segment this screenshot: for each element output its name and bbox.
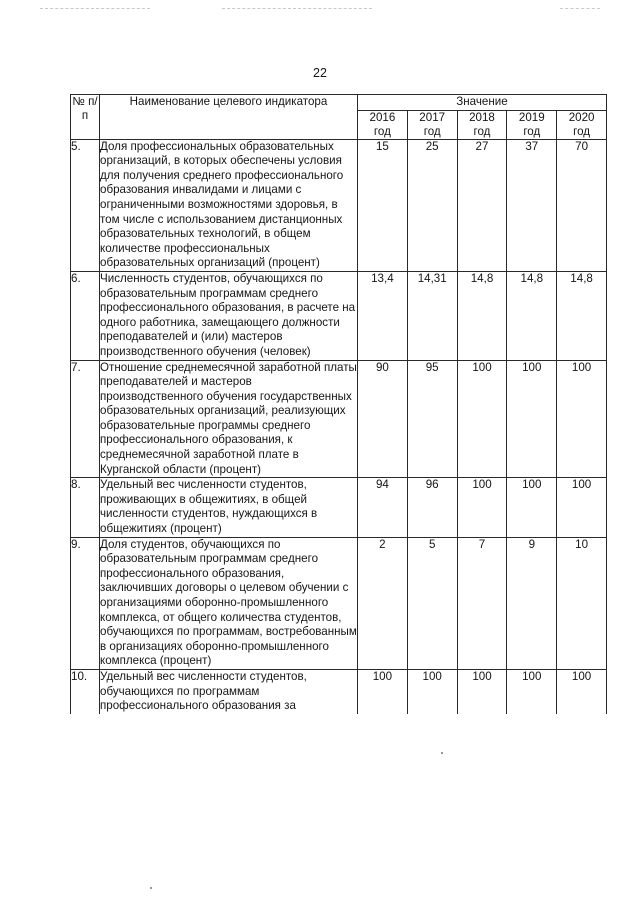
value-2016: 2 — [358, 537, 408, 669]
header-number: № п/п — [71, 95, 100, 140]
value-2020: 100 — [557, 669, 607, 713]
indicator-name: Доля профессиональных образовательных организаций, в которых обеспечены условия для получения среднего профессионального образования инвалидами и лицами с ограниченными возможностями здоровья, в том числе с использованием дистанционных образовательных технологий, в общем количестве профессиональных образовательных организаций (процент) — [100, 139, 358, 271]
table-row — [71, 478, 607, 537]
value-2020: 14,8 — [557, 271, 607, 360]
indicator-name: Доля студентов, обучающихся по образовательным программам среднего профессионального образования, заключивших договоры о целевом обучении с организациями оборонно-промышленного комплекса, от общего количества студентов, обучающихся по программам, востребованным в организациях оборонно-промышленного комплекса (процент) — [100, 537, 358, 669]
value-2018: 100 — [457, 478, 507, 537]
header-year — [507, 110, 557, 139]
indicator-name: Отношение среднемесячной заработной платы преподавателей и мастеров производственного обучения государственных образовательных организаций, реализующих образовательные программы среднего профессионального образования, к среднемесячной заработной плате в Курганской области (процент) — [100, 360, 358, 478]
table-header-row — [71, 95, 607, 111]
value-2019: 14,8 — [507, 271, 557, 360]
header-year-number: 2019 — [518, 110, 545, 124]
table-row — [71, 139, 607, 271]
row-number: 8. — [71, 478, 100, 537]
value-2016: 13,4 — [358, 271, 408, 360]
value-2017: 100 — [407, 669, 457, 713]
value-2018: 100 — [457, 669, 507, 713]
page-number: 22 — [313, 66, 327, 80]
value-2017: 25 — [407, 139, 457, 271]
header-year — [407, 110, 457, 139]
scan-artifact-line — [222, 8, 372, 9]
header-year-unit: год — [473, 124, 491, 138]
value-2019: 100 — [507, 360, 557, 478]
header-year-unit: год — [523, 124, 541, 138]
indicator-name: Удельный вес численности студентов, проживающих в общежитиях, в общей численности студентов, нуждающихся в общежитиях (процент) — [100, 478, 358, 537]
row-number: 5. — [71, 139, 100, 271]
value-2020: 100 — [557, 478, 607, 537]
value-2017: 96 — [407, 478, 457, 537]
value-2020: 100 — [557, 360, 607, 478]
header-year-unit: год — [573, 124, 591, 138]
value-2020: 70 — [557, 139, 607, 271]
value-2017: 5 — [407, 537, 457, 669]
header-year-number: 2018 — [469, 110, 495, 124]
scan-speck — [441, 752, 443, 754]
value-2016: 90 — [358, 360, 408, 478]
value-2020: 10 — [557, 537, 607, 669]
value-2018: 100 — [457, 360, 507, 478]
row-number: 9. — [71, 537, 100, 669]
row-number: 6. — [71, 271, 100, 360]
row-number: 10. — [71, 669, 100, 713]
indicator-name: Удельный вес численности студентов, обучающихся по программам профессионального образования за — [100, 669, 358, 713]
table-row — [71, 360, 607, 478]
header-year-number: 2016 — [369, 110, 396, 124]
value-2016: 15 — [358, 139, 408, 271]
value-2017: 95 — [407, 360, 457, 478]
header-year-unit: год — [373, 124, 391, 138]
table-row — [71, 537, 607, 669]
header-indicator-name: Наименование целевого индикатора — [100, 95, 358, 140]
header-year — [557, 110, 607, 139]
header-value: Значение — [358, 95, 607, 111]
header-year — [358, 110, 408, 139]
value-2018: 27 — [457, 139, 507, 271]
row-number: 7. — [71, 360, 100, 478]
header-year — [457, 110, 507, 139]
value-2018: 14,8 — [457, 271, 507, 360]
header-year-number: 2020 — [568, 110, 595, 124]
value-2019: 37 — [507, 139, 557, 271]
value-2019: 100 — [507, 478, 557, 537]
scan-artifact-line — [560, 8, 600, 9]
value-2016: 94 — [358, 478, 408, 537]
target-indicators-table — [70, 94, 607, 714]
value-2019: 9 — [507, 537, 557, 669]
value-2017: 14,31 — [407, 271, 457, 360]
value-2016: 100 — [358, 669, 408, 713]
table-row — [71, 271, 607, 360]
indicator-name: Численность студентов, обучающихся по образовательным программам среднего профессионального образования, в расчете на одного работника, замещающего должности преподавателей и (или) мастеров производственного обучения (человек) — [100, 271, 358, 360]
header-year-unit: год — [423, 124, 441, 138]
scan-artifact-line — [40, 8, 150, 9]
header-year-number: 2017 — [419, 110, 446, 124]
value-2019: 100 — [507, 669, 557, 713]
value-2018: 7 — [457, 537, 507, 669]
table-row — [71, 669, 607, 713]
scan-speck — [150, 887, 152, 889]
